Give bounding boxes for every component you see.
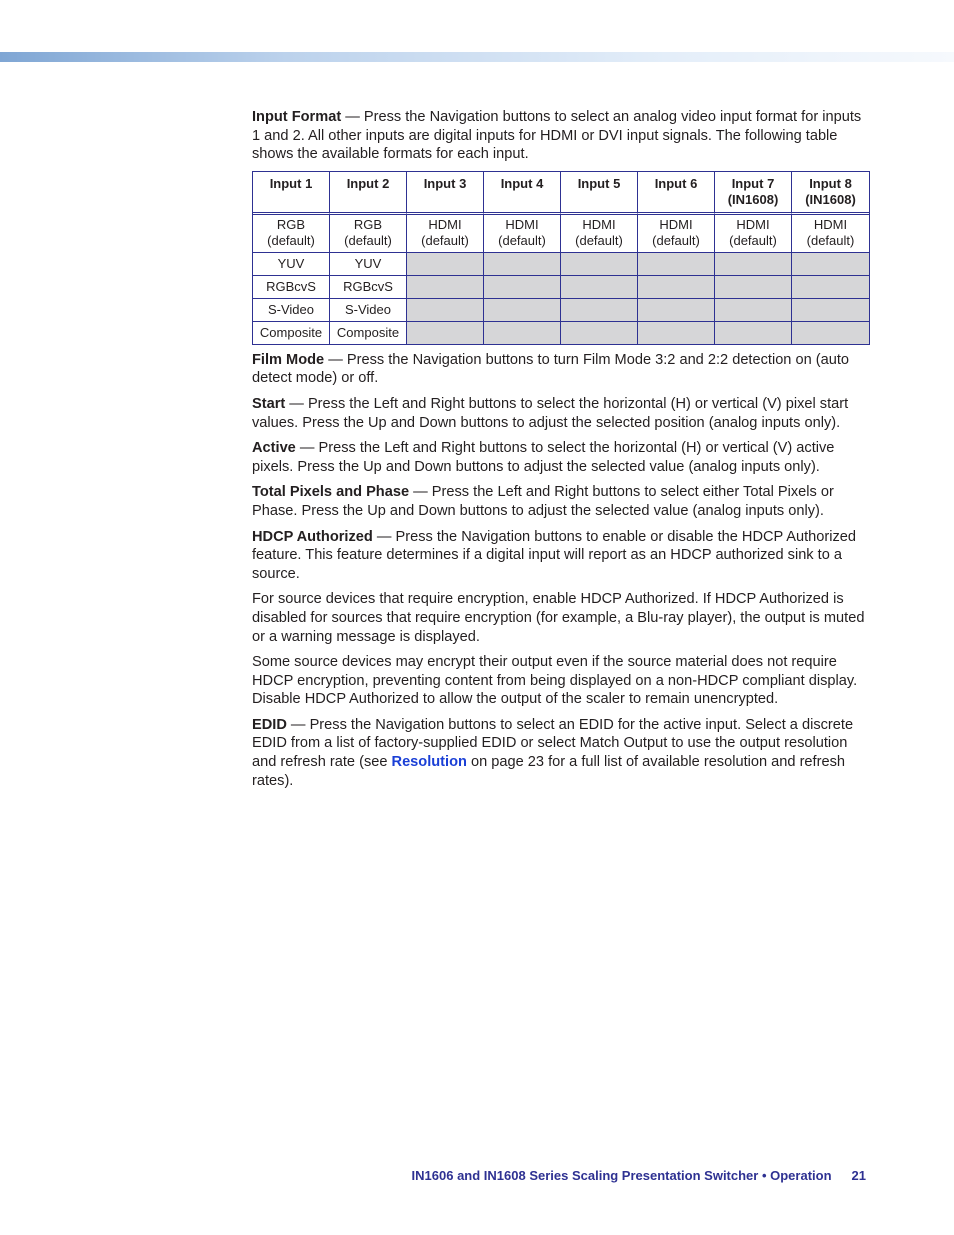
header-input-6 <box>638 172 715 215</box>
cell-note: (default) <box>344 233 392 249</box>
total-pixels-paragraph <box>252 483 870 520</box>
empty-cell <box>715 275 792 298</box>
header-label: Input 4 <box>500 175 544 191</box>
cell-value: RGB <box>353 217 383 233</box>
active-paragraph <box>252 439 870 476</box>
header-label: Input 6 <box>654 175 698 191</box>
empty-cell <box>715 252 792 275</box>
header-input-3 <box>407 172 484 215</box>
cell-note: (default) <box>575 233 623 249</box>
table-row <box>253 321 869 344</box>
table-cell: RGBcvS <box>253 275 330 298</box>
start-term: Start <box>252 395 286 412</box>
page-number: 21 <box>851 1168 866 1183</box>
header-label: Input 7 <box>731 175 775 191</box>
hdcp-note-2: Some source devices may encrypt their output even if the source material does not require HDCP encryption, preventing content from being displayed on a non-HDCP compliant display. Disable HDCP Authorized to allow the output of the scaler to remain unencrypted. <box>252 654 858 708</box>
input-format-text: — Press the Navigation buttons to select an analog video input format for inputs 1 and 2. All other inputs are digital inputs for HDMI or DVI input signals. The following table shows the available formats for each input. <box>252 109 862 163</box>
table-cell <box>253 215 330 252</box>
edid-term: EDID <box>252 716 287 733</box>
header-label: Input 3 <box>423 175 467 191</box>
table-cell: RGBcvS <box>330 275 407 298</box>
table-cell: S-Video <box>253 298 330 321</box>
table-row <box>253 275 869 298</box>
hdcp-note-1: For source devices that require encryption, enable HDCP Authorized. If HDCP Authorized is disabled for sources that require encryption (for example, a Blu-ray player), the output is muted or a warning message is displayed. <box>252 591 865 645</box>
empty-cell <box>638 321 715 344</box>
film-mode-paragraph <box>252 351 870 388</box>
table-cell <box>561 215 638 252</box>
total-pixels-text: — Press the Left and Right buttons to select either Total Pixels or Phase. Press the Up and Down buttons to adjust the selected value (analog inputs only). <box>252 484 834 519</box>
empty-cell <box>638 275 715 298</box>
header-label: Input 2 <box>346 175 390 191</box>
header-sublabel: (IN1608) <box>805 191 856 207</box>
cell-note: (default) <box>421 233 469 249</box>
empty-cell <box>792 298 869 321</box>
header-input-2 <box>330 172 407 215</box>
cell-value: HDMI <box>428 217 462 233</box>
active-text: — Press the Left and Right buttons to select the horizontal (H) or vertical (V) active pixels. Press the Up and Down buttons to adjust the selected value (analog inputs only). <box>252 440 835 475</box>
header-input-1 <box>253 172 330 215</box>
empty-cell <box>407 321 484 344</box>
input-formats-table <box>252 171 870 345</box>
empty-cell <box>561 321 638 344</box>
film-mode-term: Film Mode <box>252 351 325 368</box>
cell-value: HDMI <box>659 217 693 233</box>
table-cell: YUV <box>330 252 407 275</box>
table-row <box>253 298 869 321</box>
header-label: Input 8 <box>809 175 852 191</box>
table-cell: S-Video <box>330 298 407 321</box>
table-cell <box>330 215 407 252</box>
edid-text-before: — Press the Navigation buttons to select an EDID for the active input. Select a discrete EDID from a list of factory-supplied EDID or select Match Output to use the output resolution and refresh rate (see <box>252 716 854 771</box>
table-row <box>253 252 869 275</box>
header-label: Input 5 <box>577 175 621 191</box>
empty-cell <box>715 298 792 321</box>
empty-cell <box>407 252 484 275</box>
edid-text-after: on page 23 for a full list of available resolution and refresh rates). <box>252 754 845 789</box>
input-format-paragraph <box>252 108 870 164</box>
start-text: — Press the Left and Right buttons to select the horizontal (H) or vertical (V) pixel start values. Press the Up and Down buttons to adjust the selected position (analog inputs only). <box>252 395 849 431</box>
table-cell: Composite <box>253 321 330 344</box>
cell-note: (default) <box>267 233 315 249</box>
cell-value: HDMI <box>505 217 539 233</box>
empty-cell <box>561 252 638 275</box>
empty-cell <box>484 252 561 275</box>
cell-value: RGB <box>276 217 306 233</box>
table-cell: Composite <box>330 321 407 344</box>
header-input-5 <box>561 172 638 215</box>
cell-note: (default) <box>498 233 546 249</box>
edid-paragraph <box>252 716 870 790</box>
empty-cell <box>484 298 561 321</box>
page-footer <box>0 1168 866 1183</box>
header-sublabel: (IN1608) <box>727 191 779 207</box>
empty-cell <box>638 298 715 321</box>
table-row <box>253 215 869 252</box>
page-content <box>252 108 870 797</box>
hdcp-text: — Press the Navigation buttons to enable or disable the HDCP Authorized feature. This feature determines if a digital input will report as an HDCP authorized sink to a source. <box>252 528 857 582</box>
header-label: Input 1 <box>269 175 313 191</box>
hdcp-paragraph <box>252 528 870 584</box>
active-term: Active <box>252 440 296 457</box>
table-header-row <box>253 172 869 215</box>
cell-note: (default) <box>729 233 777 249</box>
empty-cell <box>407 275 484 298</box>
empty-cell <box>484 275 561 298</box>
hdcp-term: HDCP Authorized <box>252 528 373 545</box>
header-input-7 <box>715 172 792 215</box>
film-mode-text: — Press the Navigation buttons to turn Film Mode 3:2 and 2:2 detection on (auto detect mode) or off. <box>252 351 850 387</box>
empty-cell <box>715 321 792 344</box>
total-pixels-term: Total Pixels and Phase <box>252 484 410 501</box>
table-cell <box>484 215 561 252</box>
header-band <box>0 52 954 62</box>
empty-cell <box>484 321 561 344</box>
table-cell <box>638 215 715 252</box>
cell-note: (default) <box>806 233 855 249</box>
header-input-4 <box>484 172 561 215</box>
empty-cell <box>407 298 484 321</box>
table-cell: YUV <box>253 252 330 275</box>
table-cell <box>792 215 869 252</box>
table-cell <box>715 215 792 252</box>
resolution-link[interactable]: Resolution <box>391 754 467 771</box>
cell-value: HDMI <box>582 217 616 233</box>
empty-cell <box>792 252 869 275</box>
empty-cell <box>792 321 869 344</box>
empty-cell <box>561 275 638 298</box>
cell-note: (default) <box>652 233 700 249</box>
start-paragraph <box>252 395 870 432</box>
empty-cell <box>638 252 715 275</box>
cell-value: HDMI <box>736 217 770 233</box>
cell-value: HDMI <box>813 217 848 233</box>
input-format-term: Input Format <box>252 109 342 125</box>
empty-cell <box>792 275 869 298</box>
header-input-8 <box>792 172 869 215</box>
table-cell <box>407 215 484 252</box>
empty-cell <box>561 298 638 321</box>
footer-title: IN1606 and IN1608 Series Scaling Presentation Switcher • Operation <box>411 1168 832 1183</box>
